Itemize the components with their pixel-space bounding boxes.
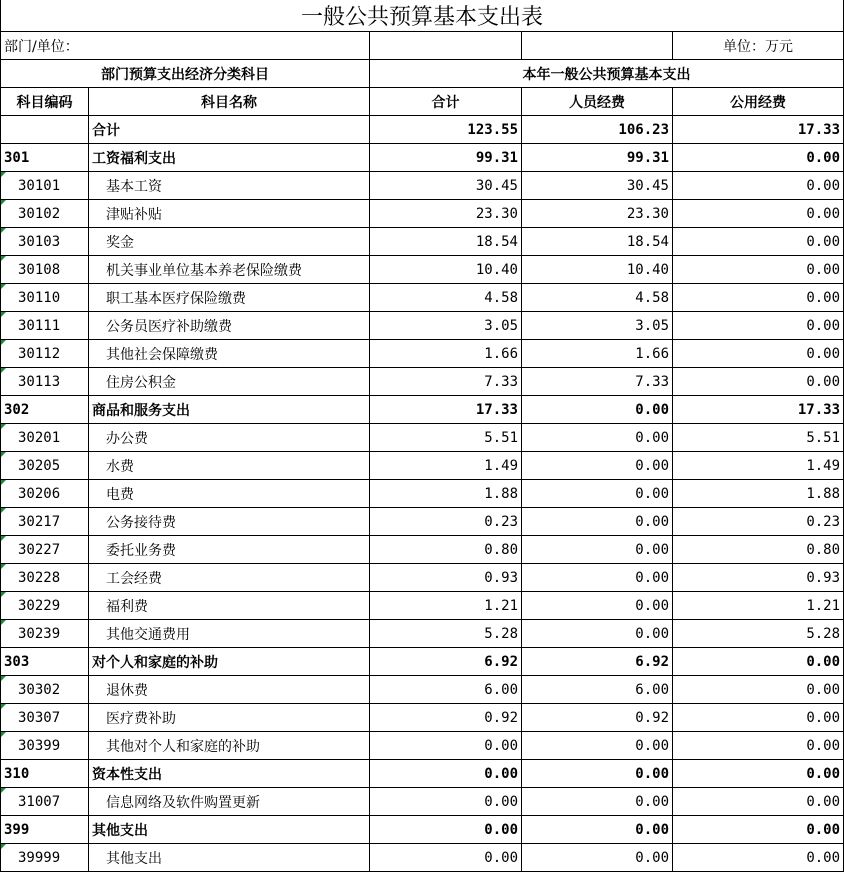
total-cell: 17.33 bbox=[370, 396, 522, 424]
group-header-row bbox=[1, 60, 844, 88]
total-cell: 30.45 bbox=[370, 172, 522, 200]
table-row bbox=[1, 592, 844, 620]
cell-marker-icon bbox=[1, 732, 6, 737]
table-row bbox=[1, 620, 844, 648]
table-row bbox=[1, 480, 844, 508]
total-cell: 0.23 bbox=[370, 508, 522, 536]
group-header-left: 部门预算支出经济分类科目 bbox=[1, 60, 370, 88]
table-row bbox=[1, 312, 844, 340]
total-cell: 10.40 bbox=[370, 256, 522, 284]
table-row bbox=[1, 508, 844, 536]
code-cell: 30108 bbox=[1, 256, 89, 284]
cell-marker-icon bbox=[1, 452, 6, 457]
name-cell: 工会经费 bbox=[89, 564, 370, 592]
table-row bbox=[1, 452, 844, 480]
code-cell: 31007 bbox=[1, 788, 89, 816]
public-cell: 17.33 bbox=[673, 116, 844, 144]
name-cell: 水费 bbox=[89, 452, 370, 480]
total-cell: 5.28 bbox=[370, 620, 522, 648]
name-cell: 电费 bbox=[89, 480, 370, 508]
table-row bbox=[1, 172, 844, 200]
cell-marker-icon bbox=[1, 200, 6, 205]
cell-marker-icon bbox=[1, 676, 6, 681]
name-cell: 津贴补贴 bbox=[89, 200, 370, 228]
name-cell: 合计 bbox=[89, 116, 370, 144]
table-row bbox=[1, 732, 844, 760]
total-cell: 4.58 bbox=[370, 284, 522, 312]
unit-label: 单位：万元 bbox=[673, 32, 844, 60]
public-cell: 0.00 bbox=[673, 340, 844, 368]
code-cell: 30302 bbox=[1, 676, 89, 704]
public-cell: 0.00 bbox=[673, 312, 844, 340]
total-cell: 1.88 bbox=[370, 480, 522, 508]
cell-marker-icon bbox=[1, 480, 6, 485]
public-cell: 0.93 bbox=[673, 564, 844, 592]
title-row bbox=[1, 0, 844, 32]
public-cell: 0.00 bbox=[673, 676, 844, 704]
col-header-code: 科目编码 bbox=[1, 88, 89, 116]
name-cell: 信息网络及软件购置更新 bbox=[89, 788, 370, 816]
personnel-cell: 4.58 bbox=[522, 284, 673, 312]
group-header-right: 本年一般公共预算基本支出 bbox=[370, 60, 844, 88]
total-cell: 5.51 bbox=[370, 424, 522, 452]
code-cell: 39999 bbox=[1, 844, 89, 872]
personnel-cell: 10.40 bbox=[522, 256, 673, 284]
personnel-cell: 99.31 bbox=[522, 144, 673, 172]
public-cell: 1.88 bbox=[673, 480, 844, 508]
col-header-personnel: 人员经费 bbox=[522, 88, 673, 116]
personnel-cell: 106.23 bbox=[522, 116, 673, 144]
public-cell: 0.80 bbox=[673, 536, 844, 564]
code-cell: 30228 bbox=[1, 564, 89, 592]
personnel-cell: 0.00 bbox=[522, 480, 673, 508]
table-row bbox=[1, 200, 844, 228]
public-cell: 0.00 bbox=[673, 788, 844, 816]
total-cell: 1.66 bbox=[370, 340, 522, 368]
personnel-cell: 0.00 bbox=[522, 564, 673, 592]
total-row bbox=[1, 116, 844, 144]
personnel-cell: 0.00 bbox=[522, 592, 673, 620]
personnel-cell: 18.54 bbox=[522, 228, 673, 256]
total-cell: 1.49 bbox=[370, 452, 522, 480]
personnel-cell: 0.00 bbox=[522, 508, 673, 536]
cell-marker-icon bbox=[1, 536, 6, 541]
total-cell: 23.30 bbox=[370, 200, 522, 228]
cell-marker-icon bbox=[1, 172, 6, 177]
name-cell: 委托业务费 bbox=[89, 536, 370, 564]
personnel-cell: 1.66 bbox=[522, 340, 673, 368]
info-blank-cell bbox=[370, 32, 522, 60]
total-cell: 3.05 bbox=[370, 312, 522, 340]
total-cell: 1.21 bbox=[370, 592, 522, 620]
table-row bbox=[1, 368, 844, 396]
code-cell: 30217 bbox=[1, 508, 89, 536]
name-cell: 其他交通费用 bbox=[89, 620, 370, 648]
info-blank-cell bbox=[522, 32, 673, 60]
personnel-cell: 0.00 bbox=[522, 788, 673, 816]
name-cell: 办公费 bbox=[89, 424, 370, 452]
name-cell: 基本工资 bbox=[89, 172, 370, 200]
table-row bbox=[1, 676, 844, 704]
name-cell: 公务员医疗补助缴费 bbox=[89, 312, 370, 340]
table-row bbox=[1, 284, 844, 312]
total-cell: 0.00 bbox=[370, 788, 522, 816]
name-cell: 公务接待费 bbox=[89, 508, 370, 536]
code-cell: 30111 bbox=[1, 312, 89, 340]
total-cell: 0.93 bbox=[370, 564, 522, 592]
name-cell: 其他对个人和家庭的补助 bbox=[89, 732, 370, 760]
public-cell: 0.00 bbox=[673, 732, 844, 760]
code-cell: 310 bbox=[1, 760, 89, 788]
table-row bbox=[1, 228, 844, 256]
public-cell: 0.00 bbox=[673, 256, 844, 284]
cell-marker-icon bbox=[1, 340, 6, 345]
total-cell: 18.54 bbox=[370, 228, 522, 256]
code-cell: 30205 bbox=[1, 452, 89, 480]
personnel-cell: 0.00 bbox=[522, 620, 673, 648]
total-cell: 0.80 bbox=[370, 536, 522, 564]
personnel-cell: 6.00 bbox=[522, 676, 673, 704]
col-header-public: 公用经费 bbox=[673, 88, 844, 116]
page-title: 一般公共预算基本支出表 bbox=[1, 0, 844, 32]
personnel-cell: 7.33 bbox=[522, 368, 673, 396]
total-cell: 6.92 bbox=[370, 648, 522, 676]
total-cell: 7.33 bbox=[370, 368, 522, 396]
code-cell: 30227 bbox=[1, 536, 89, 564]
total-cell: 0.00 bbox=[370, 760, 522, 788]
code-cell: 30229 bbox=[1, 592, 89, 620]
table-row bbox=[1, 704, 844, 732]
code-cell: 30103 bbox=[1, 228, 89, 256]
personnel-cell: 3.05 bbox=[522, 312, 673, 340]
name-cell: 其他社会保障缴费 bbox=[89, 340, 370, 368]
name-cell: 工资福利支出 bbox=[89, 144, 370, 172]
code-cell: 30102 bbox=[1, 200, 89, 228]
public-cell: 17.33 bbox=[673, 396, 844, 424]
personnel-cell: 30.45 bbox=[522, 172, 673, 200]
personnel-cell: 0.00 bbox=[522, 452, 673, 480]
name-cell: 对个人和家庭的补助 bbox=[89, 648, 370, 676]
public-cell: 0.00 bbox=[673, 844, 844, 872]
cell-marker-icon bbox=[1, 228, 6, 233]
total-cell: 0.00 bbox=[370, 732, 522, 760]
personnel-cell: 23.30 bbox=[522, 200, 673, 228]
col-header-total: 合计 bbox=[370, 88, 522, 116]
public-cell: 1.49 bbox=[673, 452, 844, 480]
public-cell: 0.00 bbox=[673, 816, 844, 844]
table-row bbox=[1, 340, 844, 368]
personnel-cell: 6.92 bbox=[522, 648, 673, 676]
name-cell: 住房公积金 bbox=[89, 368, 370, 396]
public-cell: 0.23 bbox=[673, 508, 844, 536]
category-row bbox=[1, 396, 844, 424]
table-row bbox=[1, 536, 844, 564]
personnel-cell: 0.00 bbox=[522, 816, 673, 844]
personnel-cell: 0.00 bbox=[522, 424, 673, 452]
name-cell: 奖金 bbox=[89, 228, 370, 256]
public-cell: 5.51 bbox=[673, 424, 844, 452]
code-cell: 30239 bbox=[1, 620, 89, 648]
cell-marker-icon bbox=[1, 284, 6, 289]
category-row bbox=[1, 816, 844, 844]
public-cell: 1.21 bbox=[673, 592, 844, 620]
category-row bbox=[1, 648, 844, 676]
total-cell: 123.55 bbox=[370, 116, 522, 144]
code-cell: 302 bbox=[1, 396, 89, 424]
col-header-name: 科目名称 bbox=[89, 88, 370, 116]
code-cell: 399 bbox=[1, 816, 89, 844]
total-cell: 0.92 bbox=[370, 704, 522, 732]
cell-marker-icon bbox=[1, 368, 6, 373]
cell-marker-icon bbox=[1, 788, 6, 793]
table-row bbox=[1, 256, 844, 284]
category-row bbox=[1, 144, 844, 172]
name-cell: 福利费 bbox=[89, 592, 370, 620]
column-header-row bbox=[1, 88, 844, 116]
personnel-cell: 0.92 bbox=[522, 704, 673, 732]
code-cell: 30307 bbox=[1, 704, 89, 732]
cell-marker-icon bbox=[1, 704, 6, 709]
personnel-cell: 0.00 bbox=[522, 760, 673, 788]
code-cell: 30110 bbox=[1, 284, 89, 312]
total-cell: 0.00 bbox=[370, 844, 522, 872]
name-cell: 退休费 bbox=[89, 676, 370, 704]
personnel-cell: 0.00 bbox=[522, 536, 673, 564]
public-cell: 0.00 bbox=[673, 144, 844, 172]
personnel-cell: 0.00 bbox=[522, 844, 673, 872]
cell-marker-icon bbox=[1, 256, 6, 261]
name-cell: 其他支出 bbox=[89, 844, 370, 872]
code-cell bbox=[1, 116, 89, 144]
cell-marker-icon bbox=[1, 424, 6, 429]
personnel-cell: 0.00 bbox=[522, 732, 673, 760]
cell-marker-icon bbox=[1, 592, 6, 597]
code-cell: 30113 bbox=[1, 368, 89, 396]
name-cell: 其他支出 bbox=[89, 816, 370, 844]
name-cell: 商品和服务支出 bbox=[89, 396, 370, 424]
public-cell: 0.00 bbox=[673, 760, 844, 788]
code-cell: 30201 bbox=[1, 424, 89, 452]
public-cell: 0.00 bbox=[673, 284, 844, 312]
table-row bbox=[1, 844, 844, 872]
public-cell: 0.00 bbox=[673, 648, 844, 676]
name-cell: 资本性支出 bbox=[89, 760, 370, 788]
code-cell: 301 bbox=[1, 144, 89, 172]
table-row bbox=[1, 788, 844, 816]
total-cell: 0.00 bbox=[370, 816, 522, 844]
code-cell: 30399 bbox=[1, 732, 89, 760]
total-cell: 6.00 bbox=[370, 676, 522, 704]
code-cell: 30206 bbox=[1, 480, 89, 508]
name-cell: 机关事业单位基本养老保险缴费 bbox=[89, 256, 370, 284]
name-cell: 职工基本医疗保险缴费 bbox=[89, 284, 370, 312]
code-cell: 30112 bbox=[1, 340, 89, 368]
cell-marker-icon bbox=[1, 620, 6, 625]
category-row bbox=[1, 760, 844, 788]
cell-marker-icon bbox=[1, 508, 6, 513]
public-cell: 5.28 bbox=[673, 620, 844, 648]
code-cell: 30101 bbox=[1, 172, 89, 200]
info-row bbox=[1, 32, 844, 60]
dept-label: 部门/单位： bbox=[1, 32, 370, 60]
cell-marker-icon bbox=[1, 844, 6, 849]
cell-marker-icon bbox=[1, 564, 6, 569]
cell-marker-icon bbox=[1, 312, 6, 317]
table-row bbox=[1, 564, 844, 592]
personnel-cell: 0.00 bbox=[522, 396, 673, 424]
name-cell: 医疗费补助 bbox=[89, 704, 370, 732]
public-cell: 0.00 bbox=[673, 228, 844, 256]
public-cell: 0.00 bbox=[673, 172, 844, 200]
total-cell: 99.31 bbox=[370, 144, 522, 172]
public-cell: 0.00 bbox=[673, 200, 844, 228]
table-row bbox=[1, 424, 844, 452]
public-cell: 0.00 bbox=[673, 368, 844, 396]
public-cell: 0.00 bbox=[673, 704, 844, 732]
code-cell: 303 bbox=[1, 648, 89, 676]
